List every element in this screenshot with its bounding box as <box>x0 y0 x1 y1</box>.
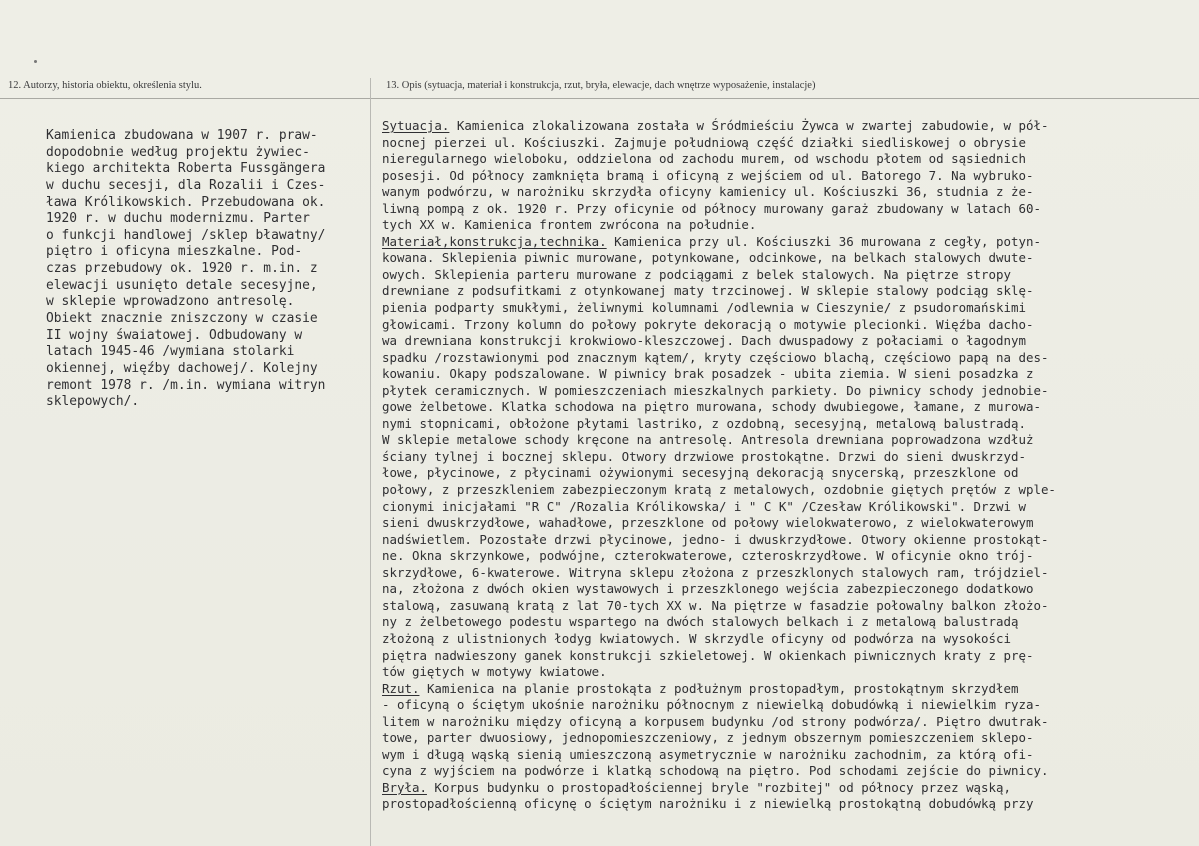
text-line <box>382 151 1056 168</box>
line-text: stalową, zasuwaną kratą z lat 70-tych XX w. Na piętrze w fasadzie połowalny balkon złożo- <box>382 597 1049 613</box>
text-line <box>382 432 1056 449</box>
text-line <box>382 383 1056 400</box>
text-line <box>382 283 1056 300</box>
paper-speck <box>34 60 37 63</box>
text-line <box>382 317 1056 334</box>
text-line <box>382 532 1056 549</box>
text-line <box>382 730 1056 747</box>
text-line <box>382 399 1056 416</box>
header-divider <box>0 98 1199 99</box>
line-text: nieregularnego wieloboku, oddzielona od zachodu murem, od wschodu płotem od sąsiednich <box>382 151 1026 167</box>
text-line <box>382 184 1056 201</box>
text-line <box>382 614 1056 631</box>
text-line <box>382 135 1056 152</box>
text-line: dopodobnie według projektu żywiec- <box>46 144 310 160</box>
line-text: cionymi inicjałami "R C" /Rozalia Królikowska/ i " C K" /Czesław Królikowski". Drzwi w <box>382 498 1026 514</box>
text-line <box>382 300 1056 317</box>
text-line <box>382 449 1056 466</box>
text-line <box>382 465 1056 482</box>
line-text: - oficyną o ściętym ukośnie narożniku północnym z niewielką dobudówką i niewielkim ryza- <box>382 697 1041 713</box>
text-line: Kamienica zbudowana w 1907 r. praw- <box>46 128 318 143</box>
text-line <box>382 350 1056 367</box>
line-text: spadku /rozstawionymi pod znacznym kątem/, kryty częściowo blachą, częściowo papą na des- <box>382 349 1049 365</box>
text-line <box>382 499 1056 516</box>
line-text: płytek ceramicznych. W pomieszczeniach mieszkalnych parkiety. Do piwnicy schody jednobie- <box>382 382 1049 398</box>
line-text: wa drewniana konstrukcji krokwiowo-kleszczowej. Dach dwuspadowy z połaciami o łagodnym <box>382 333 1026 349</box>
line-text: tów giętych w motywy kwiatowe. <box>382 664 607 680</box>
text-line <box>382 763 1056 780</box>
section-heading: Rzut. <box>382 680 420 696</box>
section-12-header: 12. Autorzy, historia obiektu, określenia stylu. <box>8 80 202 91</box>
text-line: 1920 r. w duchu modernizmu. Parter <box>46 211 310 227</box>
text-line <box>382 515 1056 532</box>
text-line <box>382 250 1056 267</box>
line-text: na, złożona z dwóch okien wystawowych i przeszklonego wejścia zabezpieczonego dodatkowo <box>382 581 1034 597</box>
text-line: elewacji usunięto detale secesyjne, <box>46 277 318 293</box>
line-text: Kamienica na planie prostokąta z podłużnym prostopadłym, prostokątnym skrzydłem <box>419 680 1019 696</box>
line-text: towe, parter dwuosiowy, jednopomieszczeniowy, z jednym obszernym pomieszczeniem sklepo- <box>382 730 1034 746</box>
text-line <box>382 598 1056 615</box>
text-line <box>382 366 1056 383</box>
line-text: wanym podwórzu, w narożniku skrzydła oficyny kamienicy ul. Kościuszki 36, studnia z że- <box>382 184 1034 200</box>
line-text: wym i długą wąską sienią umieszczoną asymetrycznie w narożniku zachodnim, za którą ofi- <box>382 746 1034 762</box>
section-heading: Bryła. <box>382 779 427 795</box>
column-divider <box>370 78 371 846</box>
text-line <box>382 333 1056 350</box>
text-line: kiego architekta Roberta Fussgängera <box>46 161 326 177</box>
line-text: ne. Okna skrzynkowe, podwójne, czterokwaterowe, czteroskrzydłowe. W oficynie okno trój- <box>382 548 1034 564</box>
text-line <box>382 234 1056 251</box>
text-line: okiennej, więźby dachowej/. Kolejny <box>46 360 318 376</box>
line-text: liwną pompą z ok. 1920 r. Przy oficynie od północy murowany garaż zbudowany w latach 60- <box>382 200 1041 216</box>
line-text: kowana. Sklepienia piwnic murowane, potynkowane, odcinkowe, na belkach stalowych dwute- <box>382 250 1034 266</box>
text-line <box>382 217 1056 234</box>
line-text: nadświetlem. Pozostałe drzwi płycinowe, jedno- i dwuskrzydłowe. Otwory okienne prostokąt- <box>382 531 1049 547</box>
line-text: Korpus budynku o prostopadłościennej bryle "rozbitej" od północy przez wąską, <box>426 779 1012 795</box>
line-text: posesji. Od północy zamknięta bramą i oficyną z wejściem od ul. Batorego 7. Na wybruko- <box>382 167 1034 183</box>
text-line <box>382 796 1056 813</box>
text-line: o funkcji handlowej /sklep bławatny/ <box>46 227 326 243</box>
text-line: latach 1945-46 /wymiana stolarki <box>46 344 295 360</box>
text-line <box>382 581 1056 598</box>
text-line <box>382 267 1056 284</box>
text-line <box>382 648 1056 665</box>
line-text: kowaniu. Okapy podszalowane. W piwnicy brak posadzek - ubita ziemia. W sieni posadzka z <box>382 366 1034 382</box>
line-text: prostopadłościenną oficynę o ściętym narożniku i z niewielką prostokątną dobudówką przy <box>382 796 1034 812</box>
line-text: pienia podparty smukłymi, żeliwnymi kolumnami /odlewnia w Cieszynie/ z psudoromańskimi <box>382 300 1026 316</box>
text-line: w duchu secesji, dla Rozalii i Czes- <box>46 177 326 193</box>
line-text: nocnej pierzei ul. Kościuszki. Zajmuje południową część działki siedliskowej o obrysie <box>382 134 1026 150</box>
line-text: złożoną z ulistnionych łodyg kwiatowych. W skrzydle oficyny od podwórza na wysokości <box>382 630 1011 646</box>
text-line <box>382 201 1056 218</box>
text-line <box>382 780 1056 797</box>
line-text: Kamienica zlokalizowana została w Śródmieściu Żywca w zwartej zabudowie, w pół- <box>449 118 1049 133</box>
line-text: owych. Sklepienia parteru murowane z podciągami z belek stalowych. Na piętrze stropy <box>382 266 1011 282</box>
text-line <box>382 548 1056 565</box>
text-line: II wojny śwaiatowej. Odbudowany w <box>46 327 303 343</box>
line-text: skrzydłowe, 6-kwaterowe. Witryna sklepu złożona z przeszklonych stalowych ram, trójdziel- <box>382 564 1049 580</box>
text-line <box>382 697 1056 714</box>
line-text: litem w narożniku między oficyną a korpusem budynku /od strony podwórza/. Piętro dwutrak- <box>382 713 1049 729</box>
section-heading: Sytuacja. <box>382 118 450 133</box>
section-13-header: 13. Opis (sytuacja, materiał i konstrukcja, rzut, bryła, elewacje, dach wnętrze wyposażenie, instalacje) <box>386 80 816 91</box>
line-text: sieni dwuskrzydłowe, wahadłowe, przeszklone od połowy wielokwaterowo, z wielokwaterowym <box>382 515 1034 531</box>
text-line <box>382 747 1056 764</box>
text-line <box>382 482 1056 499</box>
text-line <box>382 681 1056 698</box>
text-line: czas przebudowy ok. 1920 r. m.in. z <box>46 261 318 277</box>
text-line: sklepowych/. <box>46 394 140 410</box>
description-text-block <box>382 118 1056 813</box>
text-line <box>382 631 1056 648</box>
text-line <box>382 416 1056 433</box>
line-text: piętra nadwieszony ganek konstrukcji szkieletowej. W okienkach piwnicznych kraty z prę- <box>382 647 1034 663</box>
line-text: połowy, z przeszkleniem zabezpieczonym kratą z metalowych, ozdobnie giętych prętów z wple- <box>382 482 1056 498</box>
line-text: gowe żelbetowe. Klatka schodowa na piętro murowana, schody dwubiegowe, łamane, z murowa- <box>382 399 1041 415</box>
line-text: Kamienica przy ul. Kościuszki 36 murowana z cegły, potyn- <box>606 233 1041 249</box>
text-line <box>382 714 1056 731</box>
section-heading: Materiał,konstrukcja,technika. <box>382 233 607 249</box>
line-text: głowicami. Trzony kolumn do połowy pokryte dekoracją o motywie plecionki. Więźba dacho- <box>382 316 1034 332</box>
line-text: W sklepie metalowe schody kręcone na antresolę. Antresola drewniana poprowadzona wzdłuż <box>382 432 1034 448</box>
text-line <box>382 118 1056 135</box>
line-text: łowe, płycinowe, z płycinami ożywionymi secesyjną dekoracją snycerską, przeszklone od <box>382 465 1019 481</box>
text-line: w sklepie wprowadzono antresolę. <box>46 294 295 310</box>
history-text-block <box>46 128 325 411</box>
text-line: ława Królikowskich. Przebudowana ok. <box>46 194 326 210</box>
text-line <box>382 664 1056 681</box>
text-line: Obiekt znacznie zniszczony w czasie <box>46 311 318 327</box>
line-text: cyna z wyjściem na podwórze i klatką schodową na piętro. Pod schodami zejście do piwnicy. <box>382 763 1049 779</box>
text-line <box>382 168 1056 185</box>
line-text: drewniane z podsufitkami z otynkowanej maty trzcinowej. W sklepie stalowy podciąg sklę- <box>382 283 1034 299</box>
line-text: ny z żelbetowego podestu wspartego na dwóch stalowych belkach i z metalową balustradą <box>382 614 1019 630</box>
line-text: ściany tylnej i bocznej sklepu. Otwory drzwiowe prostokątne. Drzwi do sieni dwuskrzyd- <box>382 448 1026 464</box>
line-text: tych XX w. Kamienica frontem zwrócona na południe. <box>382 217 757 233</box>
text-line: piętro i oficyna mieszkalne. Pod- <box>46 244 303 260</box>
text-line <box>382 565 1056 582</box>
line-text: nymi stopnicami, obłożone płytami lastriko, z ozdobną, secesyjną, metalową balustradą. <box>382 415 1026 431</box>
text-line: remont 1978 r. /m.in. wymiana witryn <box>46 377 326 393</box>
